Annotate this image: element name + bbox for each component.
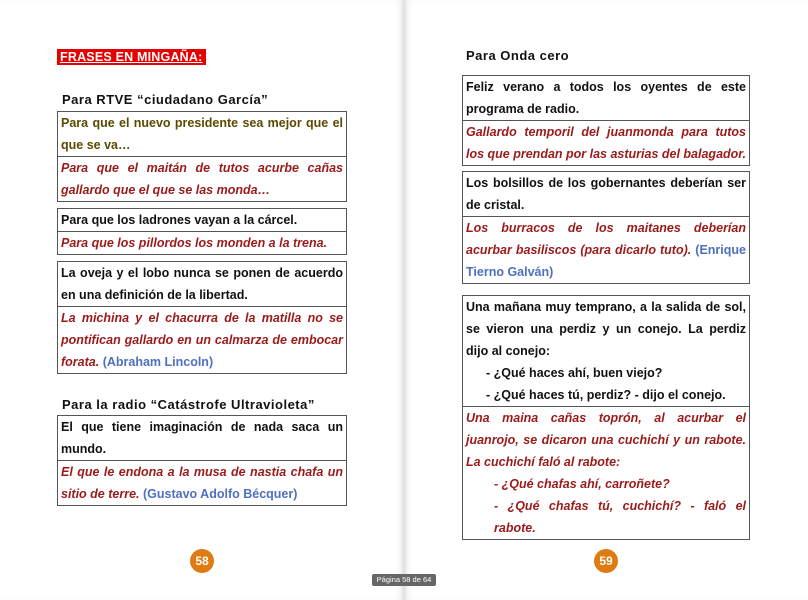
page-indicator: Página 58 de 64	[372, 574, 436, 586]
spanish-text	[463, 296, 749, 406]
phrase-box-7	[462, 295, 750, 540]
mingana-text: Gallardo temporil del juanmonda para tutos los que prendan por las asturias del balagador.	[463, 120, 749, 165]
spanish-dialog-1: - ¿Qué haces ahí, buen viejo?	[486, 366, 663, 380]
mingana-sentence: Los burracos de los maitanes deberían acurbar basiliscos (para dicarlo tuto).	[466, 221, 746, 257]
mingana-text: Para que los pillordos los monden a la trena.	[58, 231, 346, 254]
page-number: 58	[190, 549, 214, 573]
spanish-text: El que tiene imaginación de nada saca un mundo.	[61, 420, 343, 456]
mingana-text	[463, 216, 749, 283]
heading-radio: Para la radio “Catástrofe Ultravioleta”	[62, 397, 315, 412]
phrase-box-2	[57, 208, 347, 255]
mingana-sentence: El que le endona a la musa de nastia chafa un sitio de terre.	[61, 465, 343, 501]
phrase-box-5	[462, 75, 750, 166]
spanish-text: Los bolsillos de los gobernantes deberían ser de cristal.	[466, 176, 746, 212]
section-tag: FRASES EN MINGAÑA:	[57, 49, 206, 65]
heading-rtve: Para RTVE “ciudadano García”	[62, 92, 269, 107]
mingana-text	[463, 406, 749, 539]
phrase-box-1	[57, 111, 347, 202]
mingana-sentence: La michina y el chacurra de la matilla no se pontifican gallardo en un calmarza de embocar forata.	[61, 311, 343, 369]
author-name: (Enrique Tierno Galván)	[466, 243, 746, 279]
phrase-box-4	[57, 415, 347, 506]
right-page	[404, 0, 808, 600]
mingana-intro: Una maina cañas toprón, al acurbar el juanrojo, se dicaron una cuchichí y un rabote. La cuchichí faló al rabote:	[466, 411, 746, 469]
author-name: (Gustavo Adolfo Bécquer)	[142, 487, 298, 501]
phrase-box-6	[462, 171, 750, 284]
phrase-box-3	[57, 261, 347, 374]
author-name: (Abraham Lincoln)	[102, 355, 214, 369]
spanish-intro: Una mañana muy temprano, a la salida de sol, se vieron una perdiz y un conejo. La perdiz dijo al conejo:	[466, 300, 746, 358]
heading-onda-cero: Para Onda cero	[466, 48, 570, 63]
mingana-text	[58, 306, 346, 373]
page-number: 59	[594, 549, 618, 573]
mingana-dialog-1: - ¿Qué chafas ahí, carroñete?	[494, 477, 670, 491]
spanish-text: La oveja y el lobo nunca se ponen de acuerdo en una definición de la libertad.	[61, 266, 343, 302]
spanish-text: Feliz verano a todos los oyentes de este programa de radio.	[466, 80, 746, 116]
spanish-text: Para que el nuevo presidente sea mejor que el que se va…	[61, 116, 343, 152]
spanish-dialog-2: - ¿Qué haces tú, perdiz? - dijo el conejo.	[486, 388, 726, 402]
mingana-text: Para que el maitán de tutos acurbe cañas gallardo que el que se las monda…	[58, 156, 346, 201]
spanish-text: Para que los ladrones vayan a la cárcel.	[61, 213, 298, 227]
mingana-dialog-2: - ¿Qué chafas tú, cuchichí? - faló el rabote.	[494, 499, 746, 535]
mingana-text	[58, 460, 346, 505]
